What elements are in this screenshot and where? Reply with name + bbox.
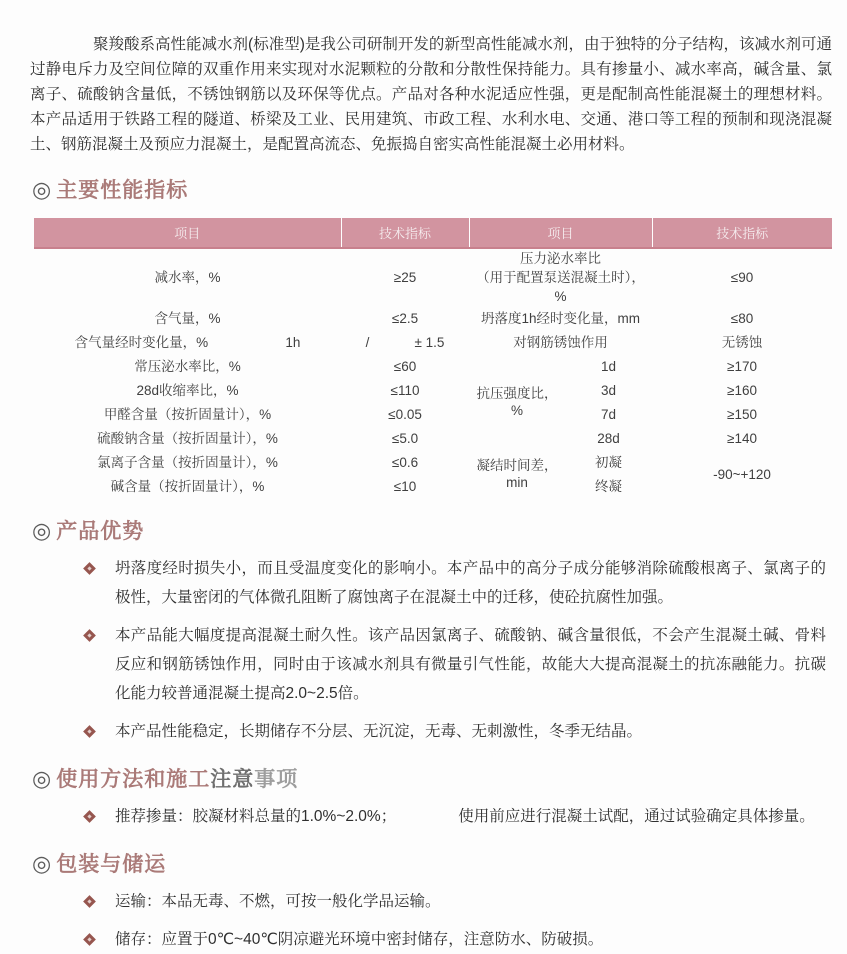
row-value: ≤10 — [393, 478, 417, 494]
usage-heading-text-rose: 使用方法和施工 — [56, 768, 211, 791]
list-item — [30, 554, 832, 612]
row-label: 减水率，% — [154, 270, 221, 285]
row-label: 含气量，% — [154, 310, 221, 326]
intro-paragraph: 聚羧酸系高性能减水剂(标准型)是我公司研制开发的新型高性能减水剂，由于独特的分子结构，该减水剂可通过静电斥力及空间位障的双重作用来实现对水泥颗粒的分散和分散性保持能力。具有掺量小、减水率高，碱含量、氯离子、硫酸钠含量低，不锈蚀钢筋以及环保等优点。产品对各种水泥适应性强，更是配制高性能混凝土的理想材料。本产品适用于铁路工程的隧道、桥梁及工业、民用建筑、市政工程、水利水电、交通、港口等工程的预制和现浇混凝土、钢筋混凝土及预应力混凝土，是配置高流态、免振捣自密实高性能混凝土必用材料。 — [30, 36, 832, 153]
table-header-row — [34, 218, 832, 248]
row-label: 常压泌水率比，% — [134, 358, 241, 374]
row-value: ≤60 — [393, 358, 417, 374]
section-marker-icon: ◎ — [32, 851, 53, 876]
diamond-bullet-icon — [83, 895, 96, 908]
row-value: ≤90 — [730, 270, 754, 285]
row-value: ≤5.0 — [391, 430, 419, 446]
table-row — [34, 450, 832, 474]
advantages-heading-text: 产品优势 — [56, 520, 145, 543]
row-label: 对钢筋锈蚀作用 — [513, 334, 608, 350]
header-cell-item-left: 项目 — [34, 218, 341, 248]
storage-text: 储存：应置于0℃~40℃阴凉避光环境中密封储存，注意防水、防破损。 — [115, 931, 604, 948]
row-label: 硫酸钠含量（按折固量计），% — [97, 430, 278, 446]
row-age-label: 3d — [600, 382, 617, 398]
advantage-text: 坍落度经时损失小，而且受温度变化的影响小。本产品中的高分子成分能够消除硫酸根离子、氯离子的极性，大量密闭的气体微孔阻断了腐蚀离子在混凝土中的迁移，使砼抗腐性加强。 — [115, 560, 826, 606]
row-slash: / — [365, 334, 370, 350]
usage-list — [30, 802, 832, 831]
table-row — [34, 306, 832, 330]
list-item — [30, 717, 832, 746]
list-item — [30, 802, 832, 831]
section-marker-icon: ◎ — [32, 518, 53, 543]
row-value: ≤2.5 — [391, 310, 419, 326]
row-value-text: ± 1.5 — [414, 334, 445, 350]
header-cell-item-right: 项目 — [469, 218, 652, 248]
row-value: ≥150 — [727, 406, 757, 422]
header-cell-spec-right: 技术指标 — [652, 218, 832, 248]
row-sub-label: 1h — [285, 334, 301, 350]
advantages-section-heading — [32, 517, 832, 546]
performance-table — [34, 218, 832, 498]
row-value — [341, 330, 469, 354]
usage-line — [115, 802, 832, 831]
advantage-text: 本产品能大幅度提高混凝土耐久性。该产品因氯离子、硫酸钠、碱含量很低，不会产生混凝土碱、骨料反应和钢筋锈蚀作用，同时由于该减水剂具有微量引气性能，故能大大提高混凝土的抗冻融能力。抗碳化能力较普通混凝土提高2.0~2.5倍。 — [115, 627, 826, 702]
row-label: 甲醛含量（按折固量计），% — [103, 406, 272, 422]
transport-text: 运输：本品无毒、不燃，可按一般化学品运输。 — [115, 893, 441, 910]
performance-section-heading — [32, 176, 832, 205]
list-item — [30, 887, 832, 916]
row-label — [34, 330, 341, 354]
row-age-label: 28d — [597, 430, 620, 446]
usage-dosage-text: 推荐掺量：胶凝材料总量的1.0%~2.0%； — [115, 808, 397, 825]
table-row — [34, 378, 832, 402]
header-cell-spec-left: 技术指标 — [341, 218, 469, 248]
table-row — [34, 426, 832, 450]
row-label: 28d收缩率比，% — [136, 382, 239, 398]
packaging-heading-text: 包装与储运 — [56, 853, 167, 876]
row-label-line2: （用于配置泵送混凝土时），% — [476, 270, 645, 304]
table-row — [34, 248, 832, 306]
advantage-text: 本产品性能稳定，长期储存不分层、无沉淀，无毒、无刺激性，冬季无结晶。 — [115, 723, 643, 740]
row-age-label: 终凝 — [595, 478, 622, 494]
diamond-bullet-icon — [83, 933, 96, 946]
row-label-line1: 压力泌水率比 — [520, 251, 601, 266]
table-row — [34, 402, 832, 426]
row-group-label: 凝结时间差，min — [476, 458, 558, 490]
diamond-bullet-icon — [83, 725, 96, 738]
list-item — [30, 621, 832, 708]
performance-heading-text: 主要性能指标 — [56, 179, 189, 202]
row-age-label: 初凝 — [595, 454, 622, 470]
usage-heading-text-light: 事项 — [254, 768, 299, 791]
table-row — [34, 354, 832, 378]
row-label-text: 含气量经时变化量，% — [74, 334, 209, 350]
diamond-bullet-icon — [83, 562, 96, 575]
diamond-bullet-icon — [83, 810, 96, 823]
usage-section-heading — [32, 765, 832, 794]
row-age-label: 1d — [600, 358, 617, 374]
row-label: 坍落度1h经时变化量，mm — [481, 310, 641, 326]
section-marker-icon: ◎ — [32, 766, 53, 791]
row-value: ≥160 — [727, 382, 757, 398]
diamond-bullet-icon — [83, 629, 96, 642]
advantages-list — [30, 554, 832, 746]
row-value: ≤0.05 — [388, 406, 422, 422]
row-value: -90~+120 — [713, 466, 771, 482]
row-group-label: 抗压强度比，% — [476, 386, 558, 418]
packaging-list — [30, 887, 832, 954]
row-value: ≥140 — [727, 430, 757, 446]
table-row — [34, 330, 832, 354]
row-age-label: 7d — [600, 406, 617, 422]
section-marker-icon: ◎ — [32, 177, 53, 202]
list-item — [30, 925, 832, 954]
row-value: ≤0.6 — [391, 454, 419, 470]
row-value: ≥170 — [727, 358, 757, 374]
row-value: 无锈蚀 — [721, 334, 763, 350]
row-value: ≤110 — [390, 382, 420, 398]
row-label — [469, 248, 652, 306]
usage-heading-text-dark: 注意 — [210, 768, 255, 791]
row-value: ≤80 — [730, 310, 754, 326]
row-label: 氯离子含量（按折固量计），% — [97, 454, 278, 470]
usage-note-text: 使用前应进行混凝土试配，通过试验确定具体掺量。 — [458, 808, 815, 825]
row-label: 碱含量（按折固量计），% — [110, 478, 265, 494]
row-value: ≥25 — [393, 270, 417, 285]
